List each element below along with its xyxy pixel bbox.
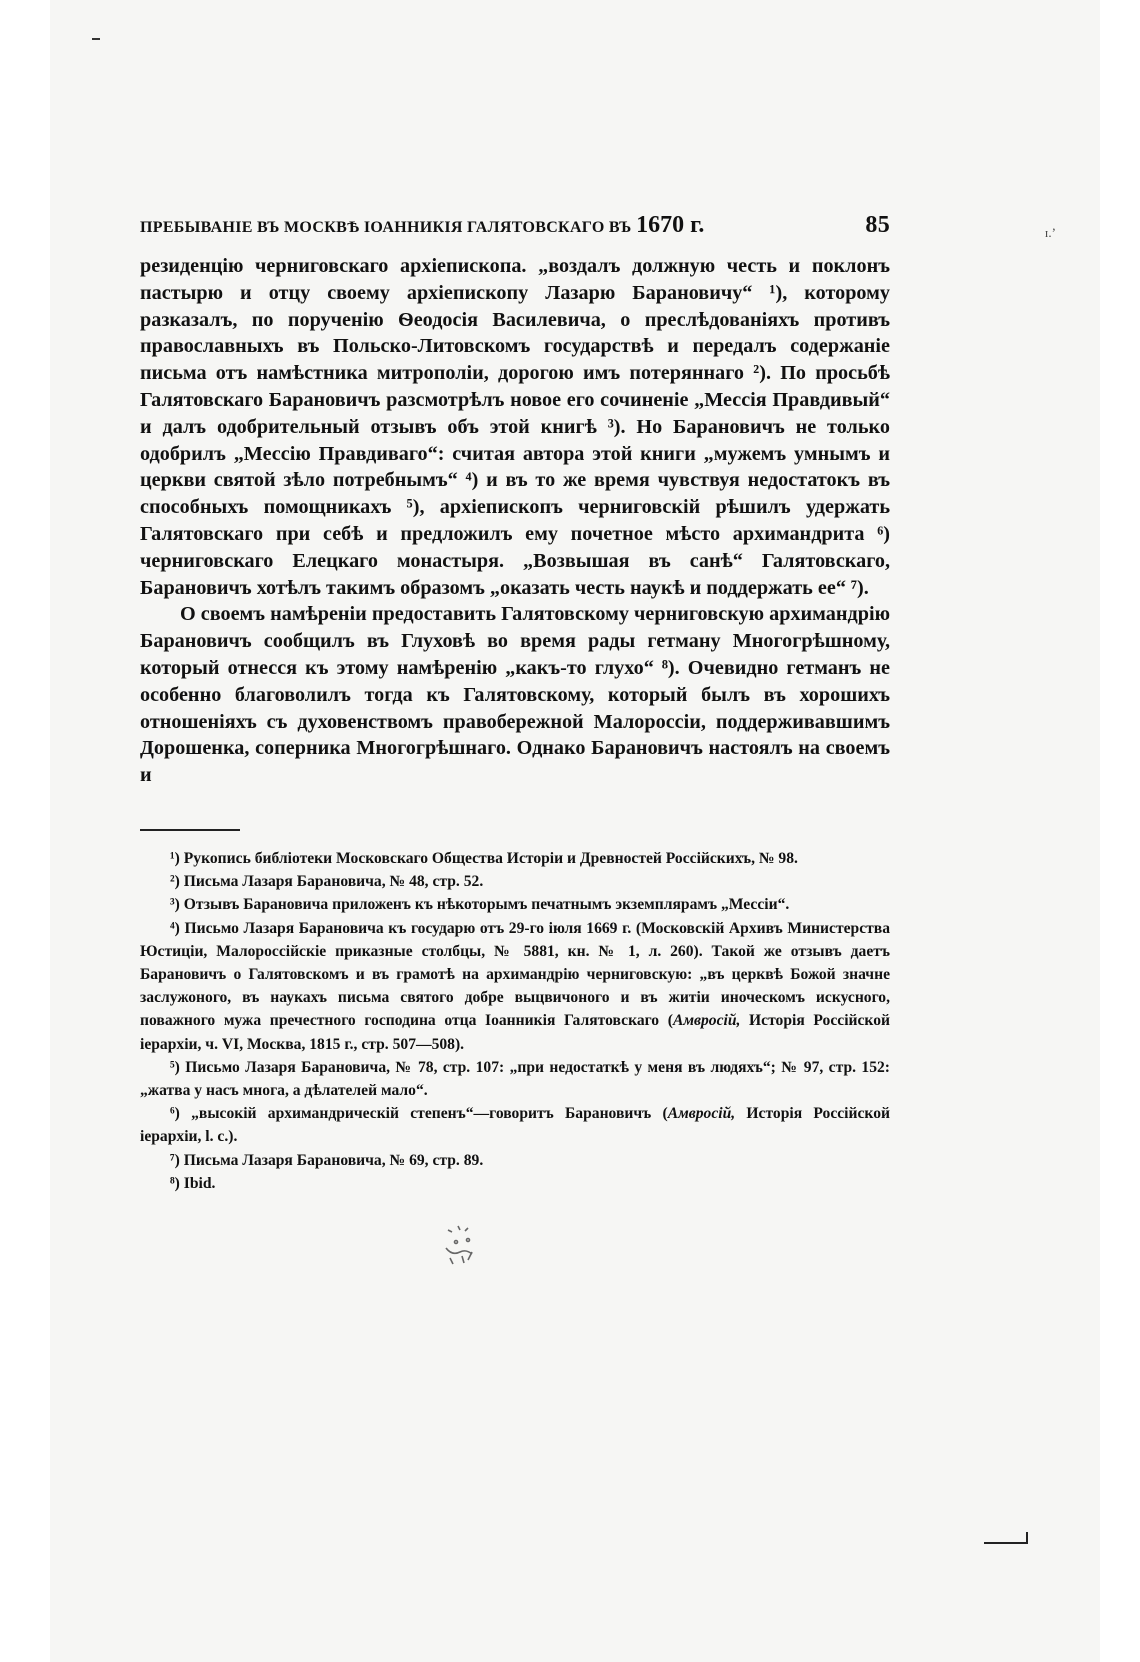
main-text bbox=[140, 253, 890, 789]
corner-crop-mark bbox=[984, 1532, 1028, 1544]
footnote: ³) Отзывъ Барановича приложенъ къ нѣкоторымъ печатнымъ экземплярамъ „Мессіи“. bbox=[170, 896, 790, 914]
footnote-mark: ⁴) bbox=[170, 919, 180, 937]
footnote-mark: ¹) bbox=[170, 849, 180, 867]
page-content bbox=[140, 212, 890, 1195]
book-page bbox=[50, 0, 1100, 1662]
edge-mark bbox=[92, 38, 100, 40]
author-italic: Амвросій, bbox=[667, 1105, 736, 1123]
footnote: ⁶) „высокій архимандрическій степенъ“—говоритъ Барановичъ (Амвросій, Исторія Россійской іерархіи, l. c.). bbox=[140, 1105, 890, 1146]
page-number: 85 bbox=[865, 212, 890, 238]
footnote-mark: ⁶) bbox=[170, 1105, 180, 1123]
footnote-rule bbox=[140, 829, 240, 831]
footnote-mark: ²) bbox=[170, 873, 180, 891]
stamp-glyph bbox=[440, 1222, 486, 1270]
footnote: ⁷) Письма Лазаря Барановича, № 69, стр. 89. bbox=[170, 1151, 484, 1169]
footnote-mark: ⁵) bbox=[170, 1058, 180, 1076]
footnote: ⁸) Ibid. bbox=[170, 1174, 216, 1192]
paragraph: О своемъ намѣреніи предоставить Галятовскому черниговскую архимандрію Барановичъ сообщилъ въ Глуховѣ во время рады гетману Многогрѣшному, который отнесся къ этому намѣренію „какъ-то глухо“ ⁸). Очевидно гетманъ не особенно благоволилъ тогда къ Галятовскому, который былъ въ хорошихъ отношеніяхъ съ духовенствомъ правобережной Малороссіи, поддерживавшимъ Дорошенка, соперника Многогрѣшнаго. Однако Барановичъ настоялъ на своемъ и bbox=[140, 603, 890, 787]
library-stamp-icon bbox=[440, 1222, 486, 1275]
footnote: ⁴) Письмо Лазаря Барановича къ государю отъ 29-го іюля 1669 г. (Московскій Архивъ Министерства Юстиціи, Малороссійскіе приказные столбцы, № 5881, кн. № 1, л. 260). Такой же отзывъ даетъ Барановичъ о Галятовскомъ и въ грамотѣ на архимандрію черниговскую: „въ церквѣ Божой значне заслужоного, въ наукахъ письма святого добре выцвичоного и въ житіи иноческомъ искусного, поважного мужа пречестного господина отца Іоанникія Галятовскаго (Амвросій, Исторія Россійской іерархіи, ч. VI, Москва, 1815 г., стр. 507—508). bbox=[140, 919, 890, 1053]
footnote-mark: ³) bbox=[170, 896, 180, 914]
footnote: ²) Письма Лазаря Барановича, № 48, стр. 52. bbox=[170, 873, 484, 891]
footnote: ⁵) Письмо Лазаря Барановича, № 78, стр. 107: „при недостаткѣ у меня въ людяхъ“; № 97, стр. 152: „жатва у насъ многа, а дѣлателей мало“. bbox=[140, 1058, 890, 1099]
paragraph: резиденцію черниговскаго архіепископа. „воздалъ должную честь и поклонъ пастырю и отцу своему архіепископу Лазарю Барановичу“ ¹), которому разказалъ, по порученію Ѳеодосія Василевича, о преслѣдованіяхъ противъ православныхъ въ Польско-Литовскомъ государствѣ и передалъ содержаніе письма отъ намѣстника митрополіи, дорогою имъ потеряннаго ²). По просьбѣ Галятовскаго Барановичъ разсмотрѣлъ новое его сочиненіе „Мессія Правдивый“ и далъ одобрительный отзывъ объ этой книгѣ ³). Но Барановичъ не только одобрилъ „Мессію Правдиваго“: считая автора этой книги „мужемъ умнымъ и церкви святой зѣло потребнымъ“ ⁴) и въ то же время чувствуя недостатокъ въ способныхъ помощникахъ ⁵), архіепископъ черниговскій рѣшилъ удержать Галятовскаго при себѣ и предложилъ ему почетное мѣсто архимандрита ⁶) черниговскаго Елецкаго монастыря. „Возвышая въ санѣ“ Галятовскаго, Барановичъ хотѣлъ такимъ образомъ „оказать честь наукѣ и поддержать ее“ ⁷). bbox=[140, 255, 890, 599]
running-head bbox=[140, 212, 890, 239]
footnote: ¹) Рукопись библіотеки Московскаго Общества Исторіи и Древностей Россійскихъ, № 98. bbox=[170, 849, 798, 867]
footnote-mark: ⁷) bbox=[170, 1151, 180, 1169]
author-italic: Амвросій, bbox=[672, 1012, 741, 1030]
running-head-title: ПРЕБЫВАНІЕ ВЪ МОСКВѢ ІОАННИКІЯ ГАЛЯТОВСКАГО ВЪ 1670 г. bbox=[140, 212, 705, 238]
footnotes bbox=[140, 847, 890, 1195]
running-head-year: 1670 г. bbox=[636, 212, 705, 238]
margin-pencil-mark: ɪ.ʼ bbox=[1044, 225, 1056, 240]
footnote-mark: ⁸) bbox=[170, 1174, 180, 1192]
